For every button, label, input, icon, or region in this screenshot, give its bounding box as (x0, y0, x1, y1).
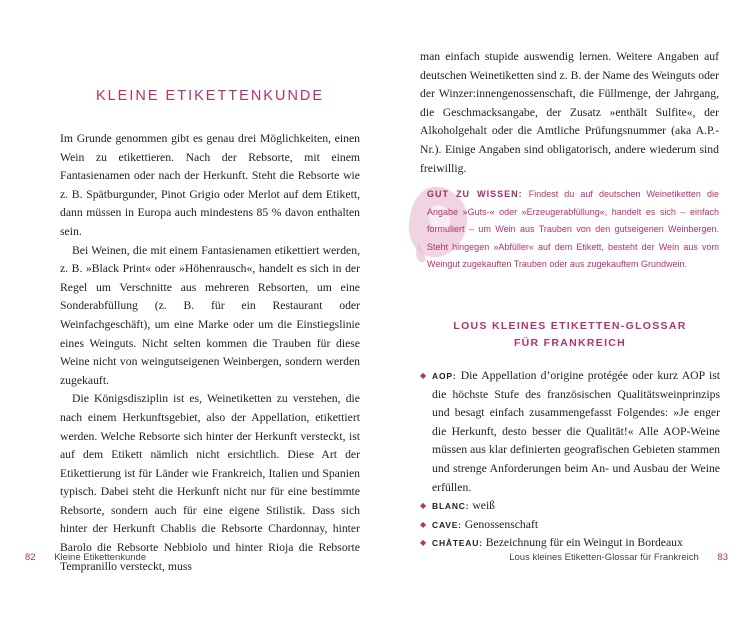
glossary-term: CHÂTEAU: (432, 538, 483, 549)
glossary-definition: Die Appellation d’origine protégée oder kurz AOP ist die höchste Stufe des französischen Qualitätsweinprinzips und besagt einfach zusammengefasst Folgendes: »Je enger die Herkunft, desto besser die Qualität!« Alle AOP-Weine müssen aus klar definierten geografischen Gebieten stammen und strenge Anforderungen beim An- und Ausbau der Weine erfüllen. (432, 369, 720, 494)
glossary-term: BLANC: (432, 501, 470, 512)
paragraph-3: Die Königsdisziplin ist es, Weinetiketten zu verstehen, die nach einem Herkunftsgebiet, also der Appellation, etikettiert werden. Welche Rebsorte sich hinter der Herkunft versteckt, ist auf dem Etikett nämlich nicht ersichtlich. Diese Art der Etikettierung ist für Länder wie Frankreich, Italien und Spanien typisch. Dabei steht die Herkunft nicht nur für eine bestimmte Rebsorte, sondern auch für eine eigene Stilistik. Dass sich hinter der Herkunft Chablis die Rebsorte Chardonnay, hinter Barolo die Rebsorte Nebbiolo und hinter Rioja die Rebsorte Tempranillo versteckt, muss (60, 392, 360, 573)
glossary-item-cave (420, 516, 720, 535)
diamond-bullet-icon: ◆ (420, 371, 427, 380)
running-title-left: Kleine Etikettenkunde (54, 552, 147, 563)
running-title-right: Lous kleines Etiketten-Glossar für Frankreich (509, 552, 699, 563)
page-number-right: 83 (717, 552, 728, 563)
glossary-list (420, 367, 720, 553)
glossary-item-blanc (420, 497, 720, 516)
glossary-item-chateau (420, 534, 720, 553)
right-page (375, 0, 750, 619)
paragraph-1: Im Grunde genommen gibt es genau drei Möglichkeiten, einen Wein zu etikettieren. Nach der Rebsorte, mit einem Fantasienamen oder nach der Herkunft. Steht die Rebsorte wie z. B. Spätburgunder, Pinot Grigio oder Merlot auf dem Etikett, dann müssen in Europa auch mindestens 85 % davon enthalten sein. (60, 132, 360, 238)
tip-box (427, 186, 719, 274)
diamond-bullet-icon: ◆ (420, 519, 427, 529)
glossary-item-aop (420, 367, 720, 497)
continuation-text (420, 48, 719, 178)
paragraph-2: Bei Weinen, die mit einem Fantasienamen etikettiert werden, z. B. »Black Print« oder »Höhenrausch«, handelt es sich in der Regel um Verschnitte aus mehreren Rebsorten, um eine Sonderabfüllung (z. B. für ein Restaurant oder Weinfachgeschäft), um eine Marke oder um die Einstiegslinie eines Weinguts. Nicht selten kommen die Trauben für diese Weine nicht von weingutseigenen Weinbergen, sondern werden zugekauft. (60, 243, 360, 387)
glossary-term: AOP: (432, 371, 457, 381)
glossary-heading-line-1: LOUS KLEINES ETIKETTEN-GLOSSAR (453, 320, 687, 332)
page-number-left: 82 (25, 552, 36, 563)
glossary-definition: weiß (472, 499, 496, 513)
continuation-paragraph: man einfach stupide auswendig lernen. Weitere Angaben auf deutschen Weinetiketten sind z. B. der Name des Weinguts oder der Winzer:innengenossenschaft, die Füllmenge, der Jahrgang, die Geschmacksangabe, der Zusatz »enthält Sulfite«, der Alkoholgehalt oder die Amtliche Prüfungsnummer (aka A.P.-Nr.). Einige Angaben sind obligatorisch, andere wiederum sind freiwillig. (420, 50, 719, 175)
chapter-title: KLEINE ETIKETTENKUNDE (95, 87, 325, 104)
left-body-text (60, 130, 360, 576)
diamond-bullet-icon: ◆ (420, 501, 427, 511)
right-footer (509, 552, 728, 563)
glossary-heading-line-2: FÜR FRANKREICH (513, 337, 627, 349)
glossary-definition: Bezeichnung für ein Weingut in Bordeaux (485, 536, 683, 550)
glossary-term: CAVE: (432, 519, 462, 530)
diamond-bullet-icon: ◆ (420, 538, 427, 548)
left-footer (25, 552, 146, 563)
tip-text: Findest du auf deutschen Weinetiketten die Angabe »Guts-« oder »Erzeugerabfüllung«, handelt es sich – einfach formuliert – um Wein aus Trauben von den gutseigenen Weinbergen. Steht hingegen »Abfüller« auf dem Etikett, besteht der Wein aus vom Weingut zugekauften Trauben oder aus zugekauftem Grundwein. (427, 189, 719, 270)
glossary-heading (420, 318, 720, 352)
glossary-definition: Genossenschaft (464, 517, 539, 531)
tip-label: GUT ZU WISSEN: (427, 189, 523, 199)
